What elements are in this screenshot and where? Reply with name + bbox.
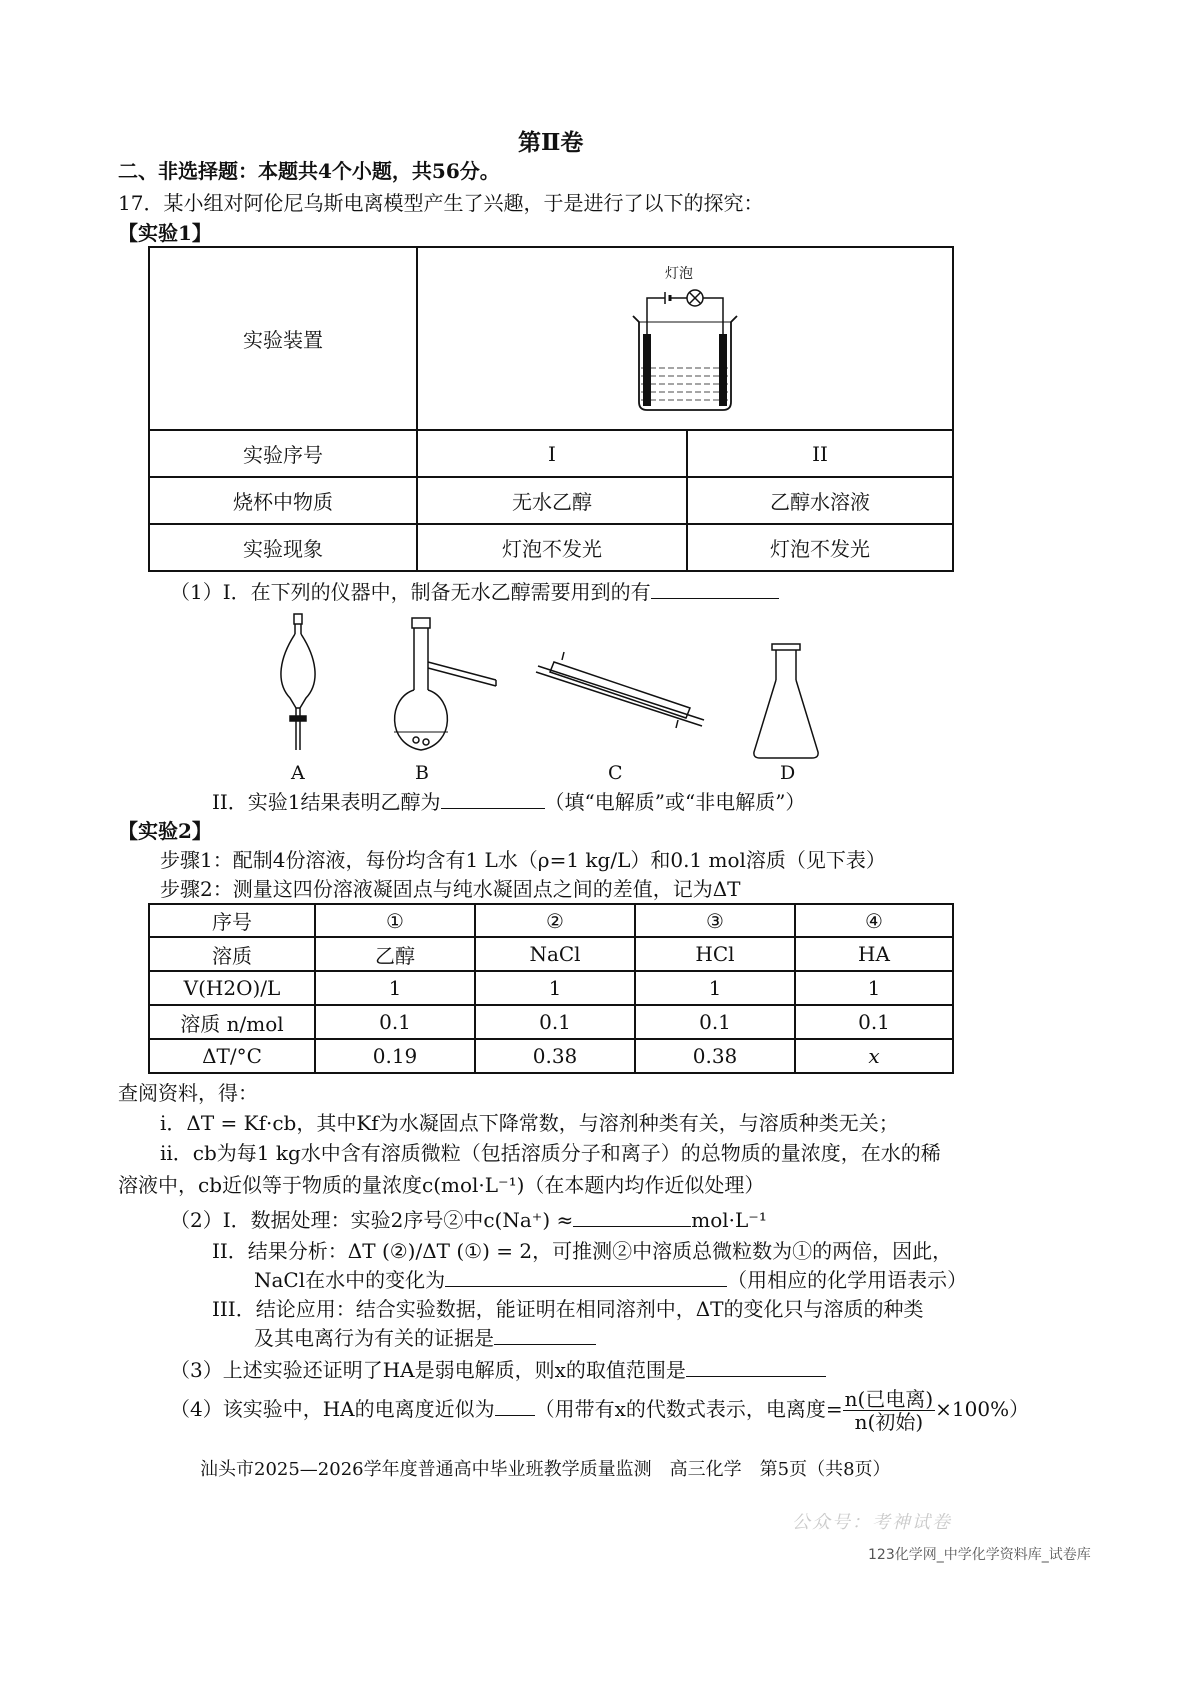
- delta-t-cell: 0.38: [635, 1039, 795, 1073]
- volume-cell: 1: [635, 971, 795, 1005]
- distilling-flask-icon: [394, 618, 496, 750]
- reference-item-2a: ii．cb为每1 kg水中含有溶质微粒（包括溶质分子和离子）的总物质的量浓度，在水的稀: [160, 1141, 941, 1165]
- substance-cell: 无水乙醇: [417, 477, 687, 524]
- instrument-label: A: [291, 762, 305, 784]
- answer-blank[interactable]: [494, 1324, 596, 1345]
- q1-part1: （1）I．在下列的仪器中，制备无水乙醇需要用到的有: [170, 578, 779, 605]
- experiment-2-table: [148, 903, 954, 1074]
- solute-cell: HCl: [635, 937, 795, 971]
- watermark-source: 123化学网_中学化学资料库_试卷库: [868, 1547, 1091, 1563]
- page-footer: 汕头市2025—2026学年度普通高中毕业班教学质量监测 高三化学 第5页（共8页）: [200, 1459, 891, 1480]
- apparatus-row-label: 实验装置: [149, 247, 417, 430]
- solute-cell: HA: [795, 937, 953, 971]
- delta-t-cell: 0.19: [315, 1039, 475, 1073]
- solute-cell: NaCl: [475, 937, 635, 971]
- step-2: 步骤2：测量这四份溶液凝固点与纯水凝固点之间的差值，记为ΔT: [160, 877, 741, 901]
- phenomenon-cell: 灯泡不发光: [687, 524, 953, 571]
- moles-cell: 0.1: [315, 1005, 475, 1039]
- instrument-label: C: [608, 762, 623, 784]
- reference-item-2b: 溶液中，cb近似等于物质的量浓度c(mol·L⁻¹)（在本题内均作近似处理）: [118, 1173, 765, 1197]
- q2-part2b: NaCl在水中的变化为 （用相应的化学用语表示）: [254, 1268, 968, 1292]
- instruments-illustration: [270, 612, 720, 762]
- seq-cell: II: [687, 430, 953, 477]
- instrument-label: B: [415, 762, 429, 784]
- seq-row-label: 实验序号: [149, 430, 417, 477]
- volume-cell: 1: [795, 971, 953, 1005]
- separatory-funnel-icon: [281, 614, 315, 750]
- answer-blank[interactable]: [686, 1356, 826, 1377]
- watermark-text: 公众号：考神试卷: [792, 1512, 952, 1533]
- q1-part2: II．实验1结果表明乙醇为 （填“电解质”或“非电解质”）: [212, 790, 806, 814]
- right-electrode: [719, 334, 727, 406]
- question-17-intro: 17．某小组对阿伦尼乌斯电离模型产生了兴趣，于是进行了以下的探究：: [118, 191, 764, 215]
- q2-part2a: II．结果分析：ΔT (②)/ΔT (①) = 2，可推测②中溶质总微粒数为①的两倍，因此，: [212, 1239, 953, 1263]
- condenser-icon: [536, 652, 704, 728]
- ionization-degree-fraction: $\frac{\text{n(已电离)}}{\text{n(初始)}}$: [844, 1387, 934, 1434]
- step-1: 步骤1：配制4份溶液，每份均含有1 L水（ρ=1 kg/L）和0.1 mol溶质（见下表）: [160, 848, 886, 872]
- moles-cell: 0.1: [475, 1005, 635, 1039]
- section-header: 二、非选择题：本题共4个小题，共56分。: [118, 159, 500, 183]
- phenomenon-row-label: 实验现象: [149, 524, 417, 571]
- experiment-1-table: [148, 246, 954, 572]
- row-label-delta-t: ΔT/°C: [149, 1039, 315, 1073]
- apparatus-cell: [417, 247, 953, 430]
- q4: （4）该实验中，HA的电离度近似为 （用带有x的代数式表示，电离度= $\frac{\text{n(已电离)}}{\text{n(初始)}}$ ×100%）: [170, 1387, 1030, 1434]
- bulb-label: 灯泡: [665, 265, 693, 282]
- experiment-2-label: 【实验2】: [118, 819, 212, 843]
- row-label-solute: 溶质: [149, 937, 315, 971]
- answer-blank[interactable]: [651, 578, 779, 599]
- seq-cell: ④: [795, 904, 953, 937]
- instrument-label: D: [780, 762, 796, 784]
- answer-blank[interactable]: [573, 1206, 691, 1227]
- seq-cell: I: [417, 430, 687, 477]
- answer-blank[interactable]: [495, 1395, 535, 1416]
- experiment-1-label: 【实验1】: [118, 221, 212, 245]
- answer-blank[interactable]: [445, 1266, 727, 1287]
- left-electrode: [643, 334, 651, 406]
- solute-cell: 乙醇: [315, 937, 475, 971]
- answer-blank[interactable]: [441, 788, 545, 809]
- seq-cell: ②: [475, 904, 635, 937]
- conductivity-apparatus-diagram: [625, 264, 745, 414]
- reference-heading: 查阅资料，得：: [118, 1081, 258, 1105]
- row-label-volume: V(H2O)/L: [149, 971, 315, 1005]
- row-label-moles: 溶质 n/mol: [149, 1005, 315, 1039]
- q2-part3b: 及其电离行为有关的证据是: [254, 1324, 596, 1351]
- q2-part1: （2）I．数据处理：实验2序号②中c(Na⁺) ≈ mol·L⁻¹: [170, 1208, 767, 1232]
- substance-cell: 乙醇水溶液: [687, 477, 953, 524]
- seq-cell: ③: [635, 904, 795, 937]
- q3: （3）上述实验还证明了HA是弱电解质，则x的取值范围是: [170, 1356, 826, 1383]
- row-label-seq: 序号: [149, 904, 315, 937]
- phenomenon-cell: 灯泡不发光: [417, 524, 687, 571]
- volume-cell: 1: [475, 971, 635, 1005]
- moles-cell: 0.1: [635, 1005, 795, 1039]
- delta-t-cell: 0.38: [475, 1039, 635, 1073]
- substance-row-label: 烧杯中物质: [149, 477, 417, 524]
- delta-t-cell: x: [795, 1039, 953, 1073]
- reference-item-1: i．ΔT = Kf·cb，其中Kf为水凝固点下降常数，与溶剂种类有关，与溶质种类无关；: [160, 1111, 899, 1135]
- erlenmeyer-flask-icon: [748, 640, 828, 762]
- q2-part3a: III．结论应用：结合实验数据，能证明在相同溶剂中，ΔT的变化只与溶质的种类: [212, 1297, 924, 1321]
- volume-cell: 1: [315, 971, 475, 1005]
- moles-cell: 0.1: [795, 1005, 953, 1039]
- part-title: 第Ⅱ卷: [518, 129, 584, 156]
- seq-cell: ①: [315, 904, 475, 937]
